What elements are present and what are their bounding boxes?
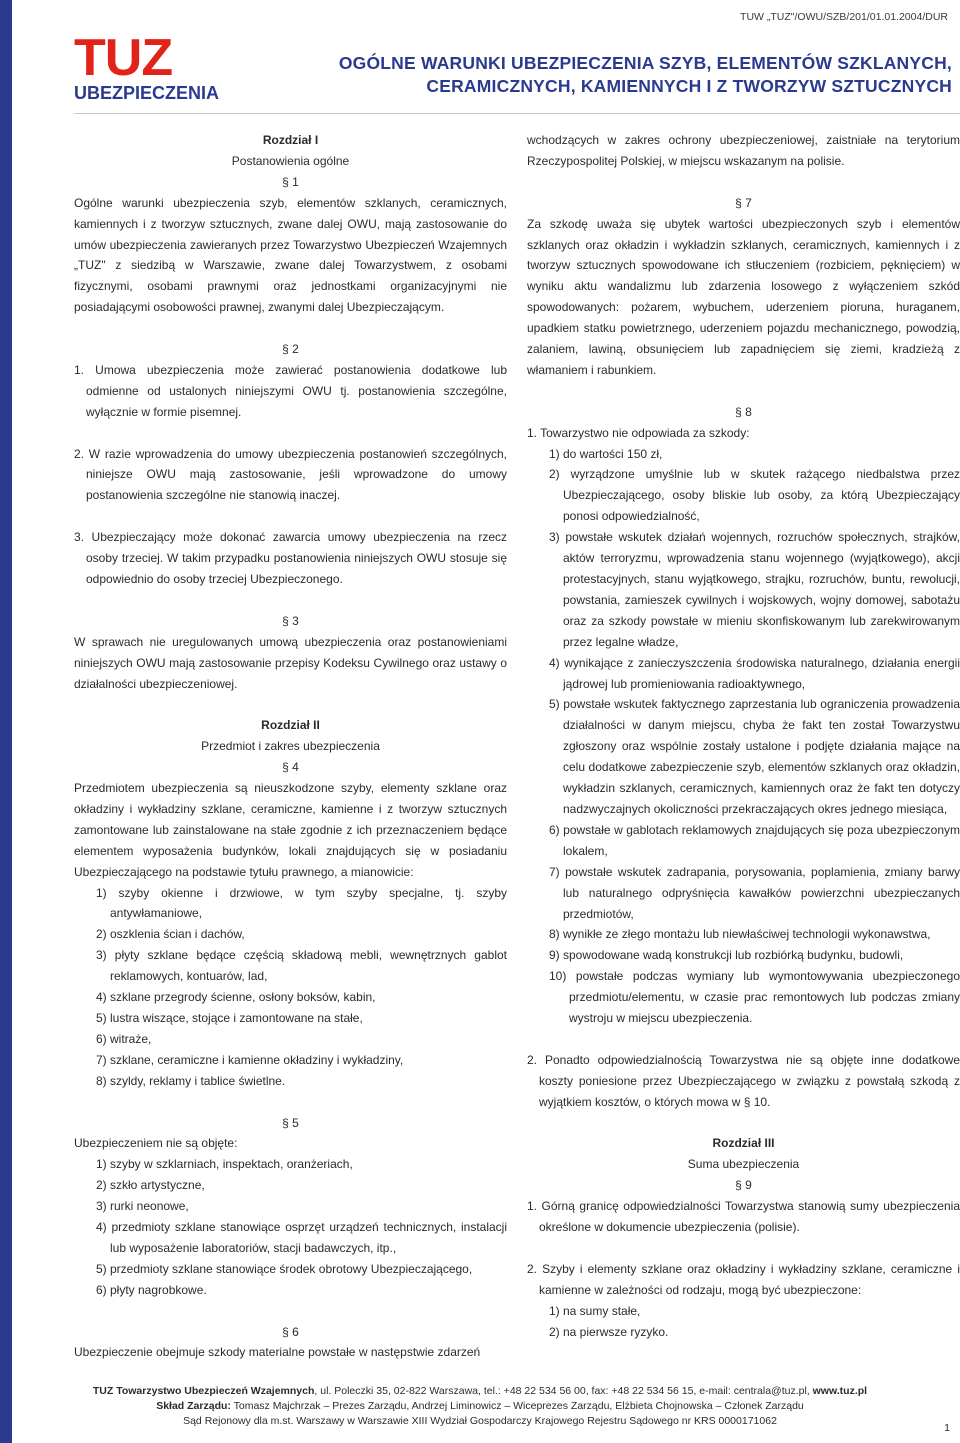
list-item: 3) rurki neonowe, xyxy=(96,1199,189,1214)
list-item: 5) lustra wiszące, stojące i zamontowane na stałe, xyxy=(96,1010,363,1025)
page-number: 1 xyxy=(944,1422,950,1434)
section-6-text: Ubezpieczenie obejmuje szkody materialne powstałe w następstwie zdarzeń xyxy=(74,1345,481,1360)
list-item: 8) wynikłe ze złego montażu lub niewłaściwej technologii wykonawstwa, xyxy=(549,927,931,942)
section-9-title: § 9 xyxy=(735,1178,752,1193)
list-item: 7) szklane, ceramiczne i kamienne okładziny i wykładziny, xyxy=(96,1052,404,1067)
chapter-2-subtitle: Przedmiot i zakres ubezpieczenia xyxy=(201,739,380,754)
section-2-paragraph-3: 3. Ubezpieczający może dokonać zawarcia umowy ubezpieczenia na rzecz osoby trzeciej. W takim przypadku postanowienia niniejszych OWU stosuje się odpowiednio do osoby trzeciej Ubezpieczonego. xyxy=(74,530,507,586)
section-2-title: § 2 xyxy=(282,342,299,357)
title-line-2: CERAMICZNYCH, KAMIENNYCH I Z TWORZYW SZTUCZNYCH xyxy=(426,76,952,96)
footer-company: TUZ Towarzystwo Ubezpieczeń Wzajemnych xyxy=(92,1385,315,1397)
list-item: 3) płyty szklane będące częścią składową mebli, wewnętrznych gablot reklamowych, kontuarów, lad, xyxy=(96,948,507,984)
section-8-intro: 1. Towarzystwo nie odpowiada za szkody: xyxy=(527,425,750,440)
logo-main-text: TUZ xyxy=(74,29,173,87)
list-item: 9) spowodowane wadą konstrukcji lub rozbiórką budynku, budowli, xyxy=(549,948,904,963)
section-4-title: § 4 xyxy=(282,760,299,775)
list-item: 2) szkło artystyczne, xyxy=(96,1178,205,1193)
list-item: 4) przedmioty szklane stanowiące osprzęt urządzeń technicznych, instalacji lub wyposażenie laboratoriów, stacji badawczych, itp., xyxy=(96,1220,507,1255)
list-item: 1) na sumy stałe, xyxy=(549,1303,641,1318)
section-9-paragraph-1: 1. Górną granicę odpowiedzialności Towarzystwa stanowią sumy ubezpieczenia określone w dokumencie ubezpieczenia (polisie). xyxy=(527,1199,960,1235)
tuz-logo xyxy=(74,29,234,108)
list-item: 10) powstałe podczas wymiany lub wymontowywania ubezpieczonego przedmiotu/elementu, w czasie prac remontowych lub podczas zmiany wystroju w miejscu ubezpieczenia. xyxy=(549,969,960,1026)
list-item: 4) wynikające z zanieczyszczenia środowiska naturalnego, działania energii jądrowej lub promieniowania radioaktywnego, xyxy=(549,655,960,691)
list-item: 2) wyrządzone umyślnie lub w skutek rażącego niedbalstwa przez Ubezpieczającego, osoby bliskie lub osoby, za którą Ubezpieczający ponosi odpowiedzialność, xyxy=(549,467,960,524)
right-column xyxy=(527,130,960,1342)
chapter-1-title: Rozdział I xyxy=(262,133,319,147)
document-code: TUW „TUZ"/OWU/SZB/201/01.01.2004/DUR xyxy=(740,11,948,23)
list-item: 1) do wartości 150 zł, xyxy=(549,446,663,461)
title-line-1: OGÓLNE WARUNKI UBEZPIECZENIA SZYB, ELEMENTÓW SZKLANYCH, xyxy=(338,53,952,73)
footer-board-label: Skład Zarządu: xyxy=(156,1400,231,1412)
list-item: 2) oszklenia ścian i dachów, xyxy=(96,927,245,942)
document-title xyxy=(339,52,952,98)
section-4-intro: Przedmiotem ubezpieczenia są nieuszkodzone szyby, elementy szklane oraz okładziny i wykładziny szklane, ceramiczne, kamienne i z tworzyw sztucznych zamontowane lub zainstalowane na stałe zgodnie z ich przeznaczeniem będące elementem wyposażenia budynków, lokali znajdujących się w posiadaniu Ubezpieczającego na podstawie tytułu prawnego, a mianowicie: xyxy=(74,781,507,879)
chapter-3-title: Rozdział III xyxy=(712,1136,775,1151)
footer-court: Sąd Rejonowy dla m.st. Warszawy w Warszawie XIII Wydział Gospodarczy Krajowego Rejestru Sądowego nr KRS 0000171062 xyxy=(183,1415,777,1427)
footer-address-line xyxy=(0,1384,960,1399)
section-8-paragraph-2: 2. Ponadto odpowiedzialnością Towarzystwa nie są objęte inne dodatkowe koszty poniesione przez Ubezpieczającego w związku z powstałą szkodą z wyjątkiem kosztów, o których mowa w § 10. xyxy=(527,1052,960,1109)
list-item: 6) powstałe w gablotach reklamowych znajdujących się poza ubezpieczonym lokalem, xyxy=(549,822,960,858)
section-6-title: § 6 xyxy=(282,1324,299,1339)
left-column xyxy=(74,130,507,1363)
footer-board-text: Tomasz Majchrzak – Prezes Zarządu, Andrzej Liminowicz – Wiceprezes Zarządu, Elżbieta Chojnowska – Członek Zarządu xyxy=(230,1400,804,1412)
footer-website[interactable]: www.tuz.pl xyxy=(812,1385,868,1397)
chapter-1-subtitle: Postanowienia ogólne xyxy=(231,153,350,168)
list-item: 3) powstałe wskutek działań wojennych, rozruchów społecznych, strajków, aktów terroryzmu, wprowadzenia stanu wojennego (wyjątkowego), akcji protestacyjnych, stanu wyjątkowego, strajku, rozruchów, buntu, rewolucji, powstania, zamieszek cywilnych i wojskowych, wojny domowej, sabotażu oraz za szkody powstałe w mieniu skonfiskowanym lub zarekwirowanym przez legalne władze, xyxy=(549,530,960,649)
chapter-3-subtitle: Suma ubezpieczenia xyxy=(687,1157,800,1172)
list-item: 4) szklane przegrody ścienne, osłony boksów, kabin, xyxy=(96,990,376,1005)
section-3-title: § 3 xyxy=(282,613,299,628)
list-item: 5) przedmioty szklane stanowiące środek obrotowy Ubezpieczającego, xyxy=(96,1261,473,1276)
list-item: 5) powstałe wskutek faktycznego zaprzestania lub ograniczenia prowadzenia działalności w danym miejscu, chyba że fakt ten został Towarzystwu zgłoszony oraz wspólnie zostały ustalone i podjęte działania mające na celu dodatkowe zabezpieczenie szyb, elementów szklanych oraz okładzin, wykładzin szklanych, ceramicznych, kamiennych oraz że fakt ten dotyczy nadzwyczajnych okoliczności przekraczających okres jednego miesiąca, xyxy=(549,697,960,816)
section-7-text: Za szkodę uważa się ubytek wartości ubezpieczonych szyb i elementów szklanych oraz okładzin i wykładzin szklanych, ceramicznych, kamiennych i z tworzyw sztucznych spowodowane ich stłuczeniem (rozbiciem, pęknięciem) w wyniku aktu wandalizmu lub zdarzenia losowego z wyłączeniem szkód spowodowanych: pożarem, wybuchem, uderzeniem pioruna, huraganem, upadkiem statku powietrznego, uderzeniem pojazdu mechanicznego, powodzią, zalaniem, lawiną, obsunięciem lub zapadnięciem się ziemi, kradzieżą z włamaniem i rabunkiem. xyxy=(527,216,960,377)
chapter-2-title: Rozdział II xyxy=(261,718,320,733)
left-accent-bar xyxy=(0,0,12,1443)
list-item: 6) płyty nagrobkowe. xyxy=(96,1282,207,1297)
section-5-title: § 5 xyxy=(282,1115,299,1130)
section-8-title: § 8 xyxy=(735,404,752,419)
section-3-text: W sprawach nie uregulowanych umową ubezpieczenia oraz postanowieniami niniejszych OWU mają zastosowanie przepisy Kodeksu Cywilnego oraz ustawy o działalności ubezpieczeniowej. xyxy=(74,634,507,691)
list-item: 1) szyby w szklarniach, inspektach, oranżeriach, xyxy=(96,1157,353,1172)
logo-sub-text: UBEZPIECZENIA xyxy=(74,83,220,103)
header-divider xyxy=(74,113,960,114)
list-item: 7) powstałe wskutek zadrapania, porysowania, poplamienia, zmiany barwy lub naturalnego odpryśnięcia kawałków powierzchni ubezpieczanych przedmiotów, xyxy=(549,864,960,921)
list-item: 6) witraże, xyxy=(96,1031,152,1046)
section-7-title: § 7 xyxy=(735,195,752,210)
section-6-continuation: wchodzących w zakres ochrony ubezpieczeniowej, zaistniałe na terytorium Rzeczypospolitej Polskiej, w miejscu wskazanym na polisie. xyxy=(527,133,960,168)
section-2-paragraph-2: 2. W razie wprowadzenia do umowy ubezpieczenia postanowień szczególnych, niniejsze OWU mają zastosowanie, jeśli wprowadzone do umowy postanowienia szczególne nie stanowią inaczej. xyxy=(74,446,507,503)
list-item: 1) szyby okienne i drzwiowe, w tym szyby specjalne, tj. szyby antywłamaniowe, xyxy=(96,885,507,921)
footer-board-line xyxy=(0,1399,960,1414)
section-2-paragraph-1: 1. Umowa ubezpieczenia może zawierać postanowienia dodatkowe lub odmienne od ustalonych niniejszymi OWU tj. postanowienia szczególne, wyłącznie w formie pisemnej. xyxy=(74,362,507,419)
footer-address: , ul. Poleczki 35, 02-822 Warszawa, tel.: +48 22 534 56 00, fax: +48 22 534 56 15, e-mail: centrala@tuz.pl, xyxy=(314,1385,813,1397)
list-item: 8) szyldy, reklamy i tablice świetlne. xyxy=(96,1073,286,1088)
section-5-intro: Ubezpieczeniem nie są objęte: xyxy=(74,1136,238,1151)
section-9-paragraph-2: 2. Szyby i elementy szklane oraz okładziny i wykładziny szklane, ceramiczne i kamienne w zależności od rodzaju, mogą być ubezpieczone: xyxy=(527,1261,960,1297)
section-1-text: Ogólne warunki ubezpieczenia szyb, elementów szklanych, ceramicznych, kamiennych i z tworzyw sztucznych, zwane dalej OWU, mają zastosowanie do umów ubezpieczenia zawieranych przez Towarzystwo Ubezpieczeń Wzajemnych „TUZ" z siedzibą w Warszawie, zwane dalej Towarzystwem, z osobami fizycznymi, osobami prawnymi oraz jednostkami organizacyjnymi nie posiadającymi osobowości prawnej, zwanymi dalej Ubezpieczającym. xyxy=(74,195,507,315)
page-footer xyxy=(0,1384,960,1429)
list-item: 2) na pierwsze ryzyko. xyxy=(549,1324,669,1339)
section-1-title: § 1 xyxy=(282,174,299,189)
